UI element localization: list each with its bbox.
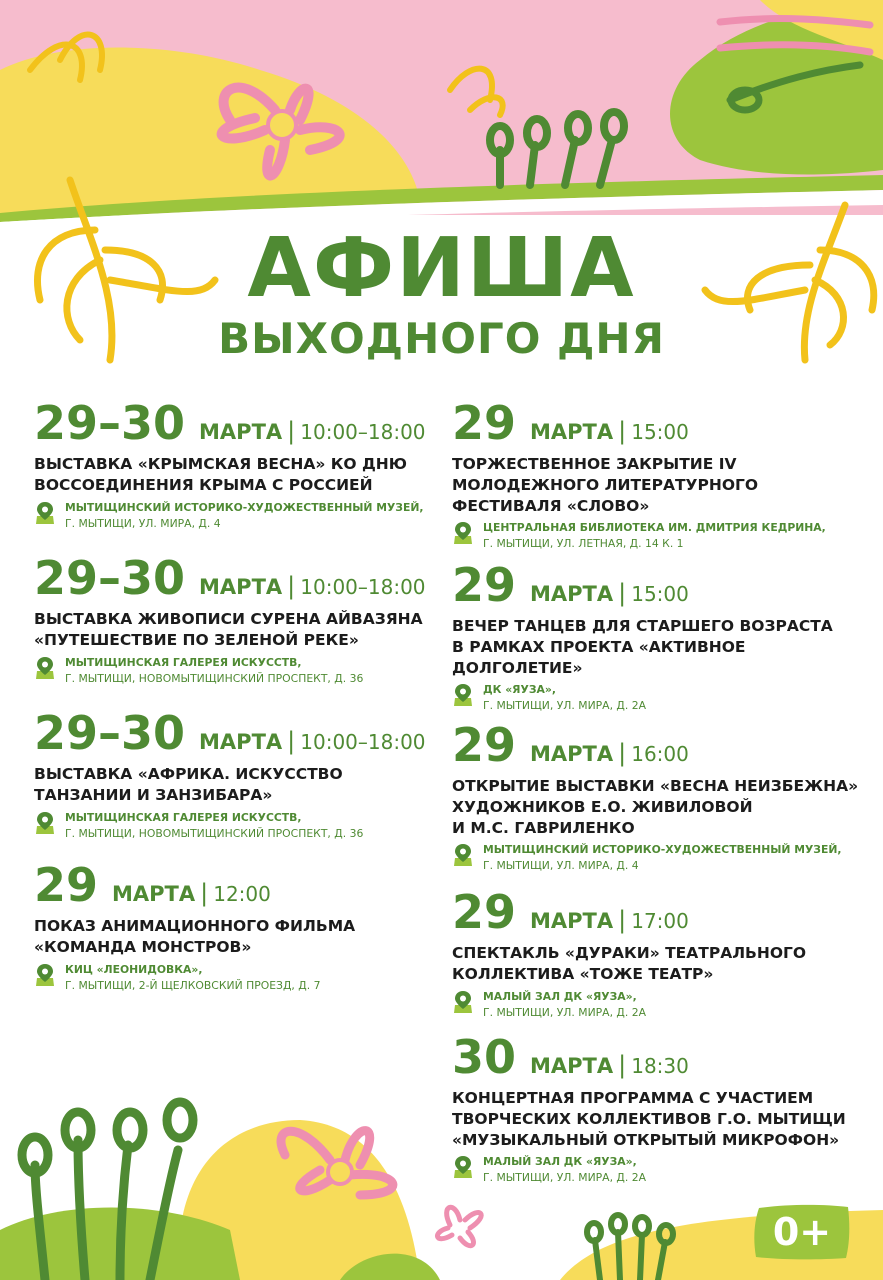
page-title: АФИША [247, 221, 636, 316]
venue-address: Г. МЫТИЩИ, НОВОМЫТИЩИНСКИЙ ПРОСПЕКТ, Д. 36 [65, 671, 364, 685]
venue-address: Г. МЫТИЩИ, УЛ. МИРА, Д. 2А [483, 699, 646, 713]
separator: | [287, 572, 296, 600]
separator: | [287, 727, 296, 755]
separator: | [618, 1051, 627, 1079]
event-card [452, 1030, 862, 1187]
event-title: ВЫСТАВКА «АФРИКА. ИСКУССТВО ТАНЗАНИИ И ЗАНЗИБАРА» [34, 765, 343, 804]
event-time: 15:00 [631, 582, 689, 606]
event-time: 18:30 [631, 1054, 689, 1078]
event-card [452, 558, 862, 715]
event-card [34, 706, 444, 842]
event-month: МАРТА [199, 420, 283, 444]
venue-address: Г. МЫТИЩИ, УЛ. МИРА, Д. 4 [483, 859, 639, 873]
venue-address: Г. МЫТИЩИ, УЛ. МИРА, Д. 2А [483, 1005, 646, 1019]
age-rating-text: 0+ [772, 1210, 832, 1254]
venue-name: ЦЕНТРАЛЬНАЯ БИБЛИОТЕКА ИМ. ДМИТРИЯ КЕДРИНА, [483, 521, 826, 535]
event-date: 29 [452, 558, 517, 612]
event-time: 15:00 [631, 420, 689, 444]
event-card [452, 396, 862, 553]
venue-address: Г. МЫТИЩИ, 2-Й ЩЕЛКОВСКИЙ ПРОЕЗД, Д. 7 [65, 978, 321, 992]
venue-address: Г. МЫТИЩИ, УЛ. ЛЕТНАЯ, Д. 14 К. 1 [483, 537, 684, 551]
small-pink-flower-icon [437, 1207, 481, 1245]
location-pin-icon [34, 811, 56, 835]
event-title: ВЫСТАВКА «КРЫМСКАЯ ВЕСНА» КО ДНЮ ВОССОЕДИНЕНИЯ КРЫМА С РОССИЕЙ [34, 455, 407, 494]
event-date: 29 [452, 885, 517, 939]
venue-name: МЫТИЩИНСКАЯ ГАЛЕРЕЯ ИСКУССТВ, [65, 655, 302, 669]
event-month: МАРТА [530, 909, 614, 933]
venue-address: Г. МЫТИЩИ, УЛ. МИРА, Д. 4 [65, 516, 221, 530]
event-time: 10:00–18:00 [300, 575, 426, 599]
location-pin-icon [34, 656, 56, 680]
event-card [34, 858, 444, 994]
location-pin-icon [34, 501, 56, 525]
venue-name: ДК «ЯУЗА», [483, 683, 556, 697]
event-date: 29 [34, 858, 99, 912]
location-pin-icon [452, 521, 474, 545]
event-card [34, 396, 444, 532]
event-time: 12:00 [213, 882, 271, 906]
venue-name: КИЦ «ЛЕОНИДОВКА», [65, 962, 203, 976]
event-title: СПЕКТАКЛЬ «ДУРАКИ» ТЕАТРАЛЬНОГО КОЛЛЕКТИВА «ТОЖЕ ТЕАТР» [452, 944, 807, 983]
event-month: МАРТА [199, 575, 283, 599]
event-title: ВЕЧЕР ТАНЦЕВ ДЛЯ СТАРШЕГО ВОЗРАСТА В РАМКАХ ПРОЕКТА «АКТИВНОЕ ДОЛГОЛЕТИЕ» [452, 617, 833, 677]
separator: | [200, 879, 209, 907]
separator: | [618, 739, 627, 767]
venue-name: МЫТИЩИНСКИЙ ИСТОРИКО-ХУДОЖЕСТВЕННЫЙ МУЗЕЙ, [65, 500, 424, 514]
event-date: 29 [452, 396, 517, 450]
event-month: МАРТА [530, 742, 614, 766]
event-month: МАРТА [199, 730, 283, 754]
event-time: 10:00–18:00 [300, 420, 426, 444]
event-time: 16:00 [631, 742, 689, 766]
event-date: 29–30 [34, 551, 186, 605]
location-pin-icon [452, 843, 474, 867]
event-title: ОТКРЫТИЕ ВЫСТАВКИ «ВЕСНА НЕИЗБЕЖНА» ХУДОЖНИКОВ Е.О. ЖИВИЛОВОЙ И М.С. ГАВРИЛЕНКО [452, 777, 859, 837]
event-date: 29 [452, 718, 517, 772]
venue-address: Г. МЫТИЩИ, НОВОМЫТИЩИНСКИЙ ПРОСПЕКТ, Д. 36 [65, 826, 364, 840]
event-time: 17:00 [631, 909, 689, 933]
event-month: МАРТА [530, 582, 614, 606]
event-time: 10:00–18:00 [300, 730, 426, 754]
venue-name: МАЛЫЙ ЗАЛ ДК «ЯУЗА», [483, 989, 637, 1003]
location-pin-icon [452, 683, 474, 707]
event-title: ВЫСТАВКА ЖИВОПИСИ СУРЕНА АЙВАЗЯНА «ПУТЕШЕСТВИЕ ПО ЗЕЛЕНОЙ РЕКЕ» [34, 610, 423, 649]
event-date: 30 [452, 1030, 517, 1084]
location-pin-icon [452, 990, 474, 1014]
location-pin-icon [452, 1155, 474, 1179]
event-title: ПОКАЗ АНИМАЦИОННОГО ФИЛЬМА «КОМАНДА МОНСТРОВ» [34, 917, 356, 956]
event-month: МАРТА [530, 1054, 614, 1078]
location-pin-icon [34, 963, 56, 987]
event-date: 29–30 [34, 706, 186, 760]
event-card [452, 885, 862, 1021]
venue-name: МЫТИЩИНСКАЯ ГАЛЕРЕЯ ИСКУССТВ, [65, 810, 302, 824]
separator: | [287, 417, 296, 445]
venue-name: МЫТИЩИНСКИЙ ИСТОРИКО-ХУДОЖЕСТВЕННЫЙ МУЗЕЙ, [483, 843, 842, 857]
page-subtitle: ВЫХОДНОГО ДНЯ [218, 314, 665, 363]
event-month: МАРТА [530, 420, 614, 444]
venue-address: Г. МЫТИЩИ, УЛ. МИРА, Д. 2А [483, 1171, 646, 1185]
event-date: 29–30 [34, 396, 186, 450]
event-card [452, 718, 862, 875]
event-title: ТОРЖЕСТВЕННОЕ ЗАКРЫТИЕ IV МОЛОДЕЖНОГО ЛИТЕРАТУРНОГО ФЕСТИВАЛЯ «СЛОВО» [452, 455, 759, 515]
event-title: КОНЦЕРТНАЯ ПРОГРАММА С УЧАСТИЕМ ТВОРЧЕСКИХ КОЛЛЕКТИВОВ Г.О. МЫТИЩИ «МУЗЫКАЛЬНЫЙ ОТКРЫТЫЙ МИКРОФОН» [452, 1089, 846, 1149]
separator: | [618, 906, 627, 934]
separator: | [618, 579, 627, 607]
event-card [34, 551, 444, 687]
venue-name: МАЛЫЙ ЗАЛ ДК «ЯУЗА», [483, 1155, 637, 1169]
separator: | [618, 417, 627, 445]
event-month: МАРТА [112, 882, 196, 906]
